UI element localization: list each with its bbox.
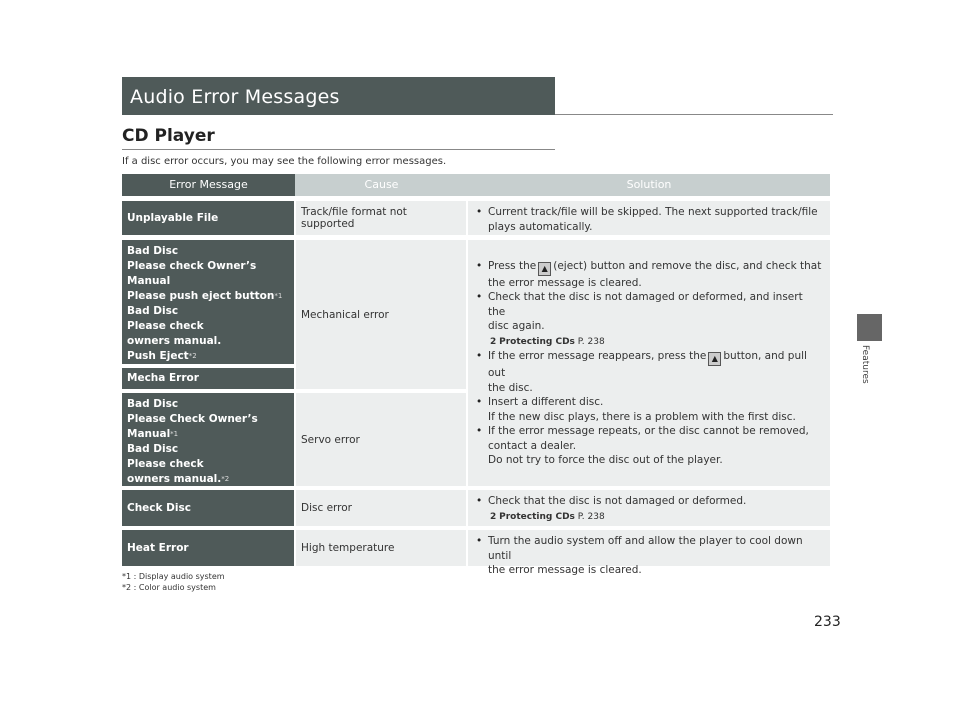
arrow-icon: 2: [490, 511, 497, 522]
sol-shared: [468, 240, 830, 486]
page-number: 233: [814, 614, 841, 630]
msg-check-disc: Check Disc: [122, 490, 294, 526]
col-solution: Solution: [626, 178, 672, 191]
cause-disc: Disc error: [296, 490, 466, 526]
error-table: [122, 174, 830, 196]
chapter-label: Features: [860, 345, 870, 384]
cause-heat: High temperature: [296, 530, 466, 566]
subsection-rule: [122, 149, 555, 150]
sol-unplayable: • Current track/file will be skipped. The next supported track/file plays automatically.: [468, 201, 830, 235]
sol-bullet-eject: • Press the ▲ (eject) button and remove the disc, and check that the error message is cleared.: [476, 259, 822, 291]
sol-check-disc: • Check that the disc is not damaged or deformed. 2 Protecting CDs P. 238: [468, 490, 830, 526]
msg-mecha: Mecha Error: [122, 368, 294, 389]
eject-icon: ▲: [538, 262, 551, 276]
sol-bullet-reappear: • If the error message reappears, press the ▲ button, and pull out the disc.: [476, 349, 822, 395]
footnote-1: *1 : Display audio system: [122, 572, 225, 581]
col-cause: Cause: [364, 178, 399, 191]
msg-unplayable: Unplayable File: [122, 201, 294, 235]
msg-bad-disc: Bad Disc Please check Owner’s Manual Please push eject button$^{*1}$ Bad Disc Please check owners manual. Push Eject$^{*2}$: [122, 240, 294, 364]
section-title: Audio Error Messages: [122, 77, 555, 115]
subsection-title: CD Player: [122, 126, 215, 146]
cause-unplayable: Track/file format not supported: [296, 201, 466, 235]
sol-bullet-repeat: • If the error message repeats, or the disc cannot be removed, contact a dealer. Do not try to force the disc out of the player.: [476, 424, 822, 468]
msg-heat: Heat Error: [122, 530, 294, 566]
header-rule: [555, 114, 833, 115]
intro-text: If a disc error occurs, you may see the following error messages.: [122, 156, 447, 167]
eject-icon: ▲: [708, 352, 721, 366]
sol-bullet-check: • Check that the disc is not damaged or deformed, and insert the disc again. 2 Protecting CDs P. 238: [476, 290, 822, 349]
col-error-message: Error Message: [122, 174, 295, 196]
table-header: [122, 174, 830, 196]
ref-protecting-cds[interactable]: 2 Protecting CDs P. 238: [490, 336, 605, 347]
sol-heat: • Turn the audio system off and allow the player to cool down until the error message is cleared.: [468, 530, 830, 566]
ref-protecting-cds-2[interactable]: 2 Protecting CDs P. 238: [490, 511, 605, 522]
cause-servo: Servo error: [296, 393, 466, 486]
footnote-2: *2 : Color audio system: [122, 583, 216, 592]
arrow-icon: 2: [490, 336, 497, 347]
cause-mechanical: Mechanical error: [296, 240, 466, 389]
msg-servo: Bad Disc Please Check Owner’s Manual$^{*1}$ Bad Disc Please check owners manual.$^{*2}$: [122, 393, 294, 486]
chapter-tab: [857, 314, 882, 341]
sol-bullet-insert: • Insert a different disc. If the new disc plays, there is a problem with the first disc.: [476, 395, 822, 424]
